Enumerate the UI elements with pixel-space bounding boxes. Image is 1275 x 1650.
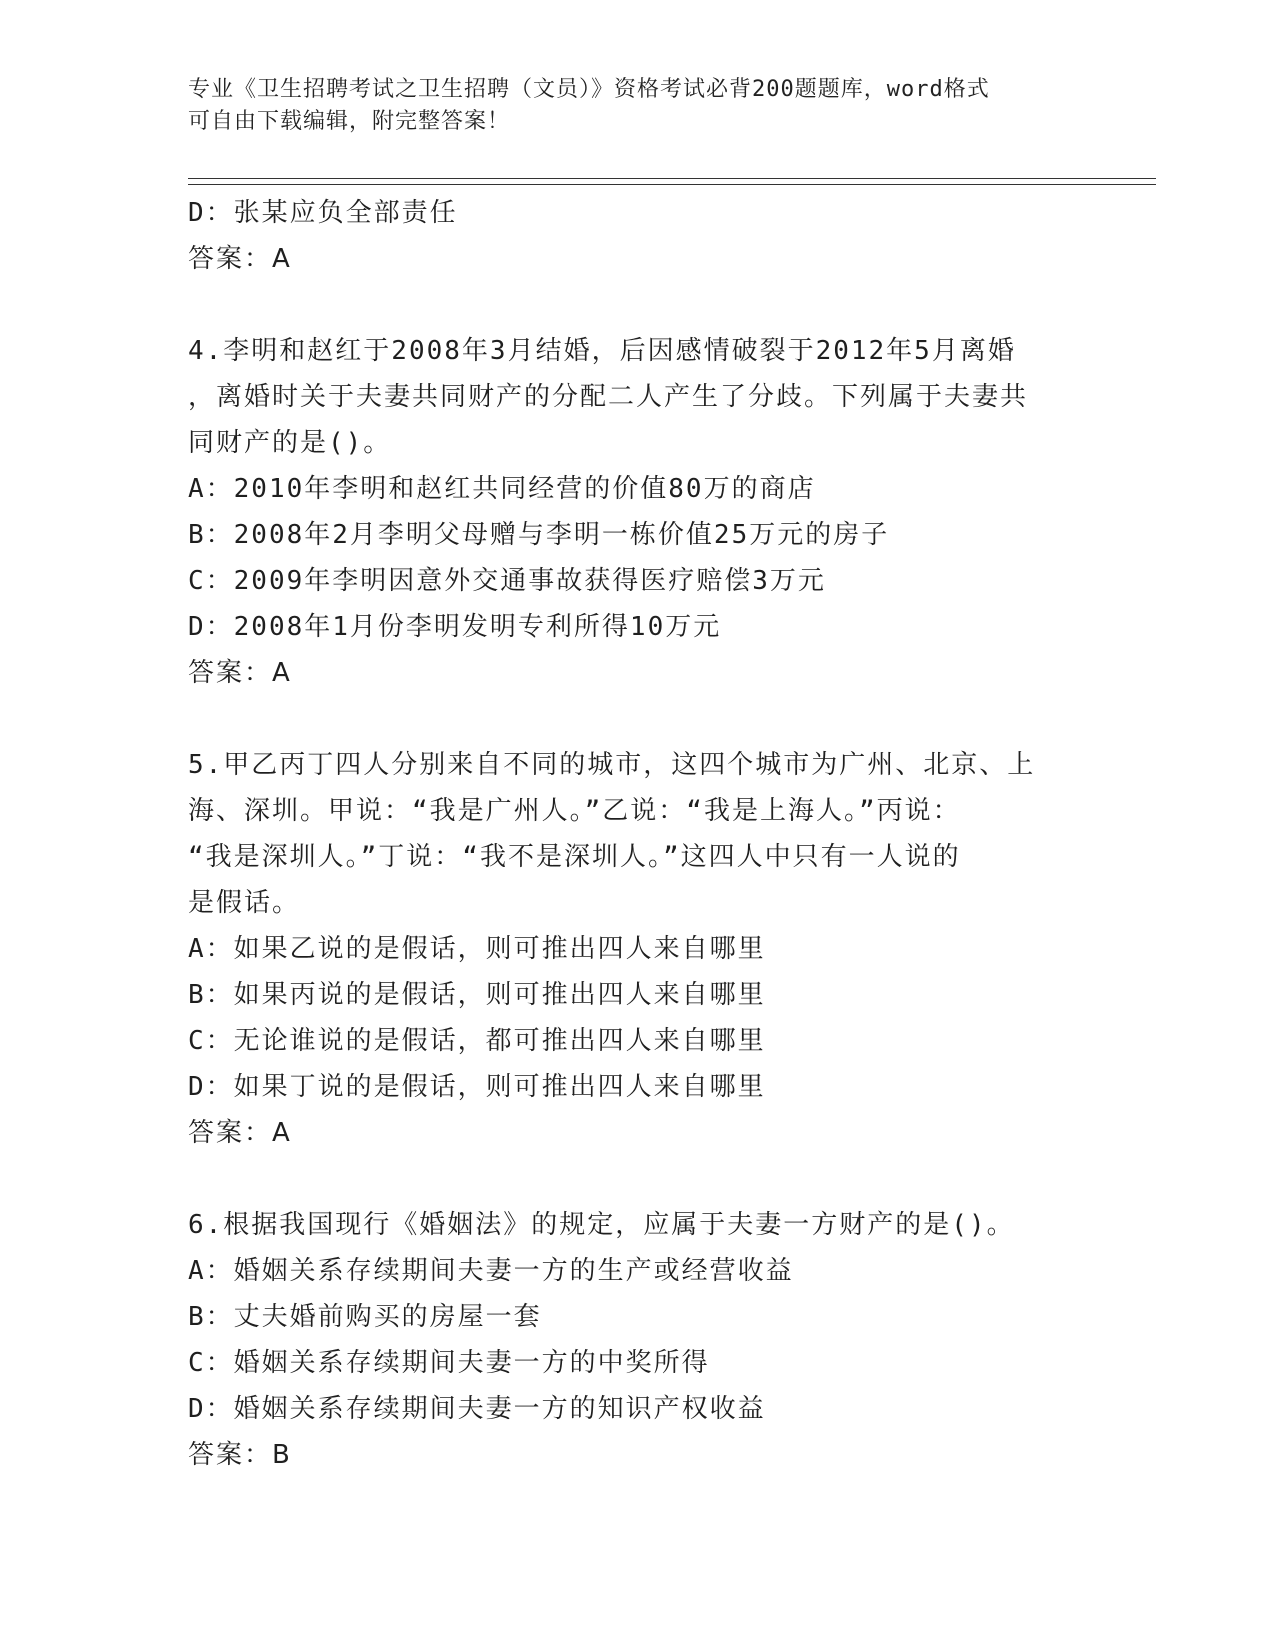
option-c: C：无论谁说的是假话，都可推出四人来自哪里 xyxy=(188,1026,766,1056)
option-a: A：婚姻关系存续期间夫妻一方的生产或经营收益 xyxy=(188,1256,794,1286)
header-divider-bottom xyxy=(188,184,1156,185)
answer: 答案：A xyxy=(188,1118,292,1148)
question-stem: ，离婚时关于夫妻共同财产的分配二人产生了分歧。下列属于夫妻共 xyxy=(188,382,1029,412)
answer: 答案：B xyxy=(188,1440,292,1470)
question-6 xyxy=(188,1202,1068,1478)
page-header xyxy=(188,74,1088,138)
question-5 xyxy=(188,742,1068,1156)
answer: 答案：A xyxy=(188,244,292,274)
spacer xyxy=(188,696,1068,742)
option-d: D：如果丁说的是假话，则可推出四人来自哪里 xyxy=(188,1072,766,1102)
question-stem: 同财产的是()。 xyxy=(188,428,392,458)
header-line-2: 可自由下载编辑，附完整答案！ xyxy=(188,109,511,134)
option-d: D：2008年1月份李明发明专利所得10万元 xyxy=(188,612,722,642)
header-line-1: 专业《卫生招聘考试之卫生招聘（文员）》资格考试必背200题题库，word格式 xyxy=(188,77,990,102)
question-stem: “我是深圳人。”丁说：“我不是深圳人。”这四人中只有一人说的 xyxy=(188,842,961,872)
option-b: B：丈夫婚前购买的房屋一套 xyxy=(188,1302,542,1332)
question-stem: 是假话。 xyxy=(188,888,301,918)
spacer xyxy=(188,282,1068,328)
question-3-tail xyxy=(188,190,1068,282)
option-a: A：如果乙说的是假话，则可推出四人来自哪里 xyxy=(188,934,766,964)
spacer xyxy=(188,1156,1068,1202)
question-stem: 海、深圳。甲说：“我是广州人。”乙说：“我是上海人。”丙说： xyxy=(188,796,961,826)
option-b: B：如果丙说的是假话，则可推出四人来自哪里 xyxy=(188,980,766,1010)
answer: 答案：A xyxy=(188,658,292,688)
option-b: B：2008年2月李明父母赠与李明一栋价值25万元的房子 xyxy=(188,520,890,550)
question-stem: 6.根据我国现行《婚姻法》的规定，应属于夫妻一方财产的是()。 xyxy=(188,1210,1015,1240)
header-divider-top xyxy=(188,178,1156,179)
question-4 xyxy=(188,328,1068,696)
document-body xyxy=(188,190,1068,1478)
option-d: D：婚姻关系存续期间夫妻一方的知识产权收益 xyxy=(188,1394,766,1424)
question-stem: 4.李明和赵红于2008年3月结婚，后因感情破裂于2012年5月离婚 xyxy=(188,336,1016,366)
question-stem: 5.甲乙丙丁四人分别来自不同的城市，这四个城市为广州、北京、上 xyxy=(188,750,1036,780)
option-d: D：张某应负全部责任 xyxy=(188,198,458,228)
option-c: C：2009年李明因意外交通事故获得医疗赔偿3万元 xyxy=(188,566,826,596)
option-c: C：婚姻关系存续期间夫妻一方的中奖所得 xyxy=(188,1348,710,1378)
option-a: A：2010年李明和赵红共同经营的价值80万的商店 xyxy=(188,474,816,504)
